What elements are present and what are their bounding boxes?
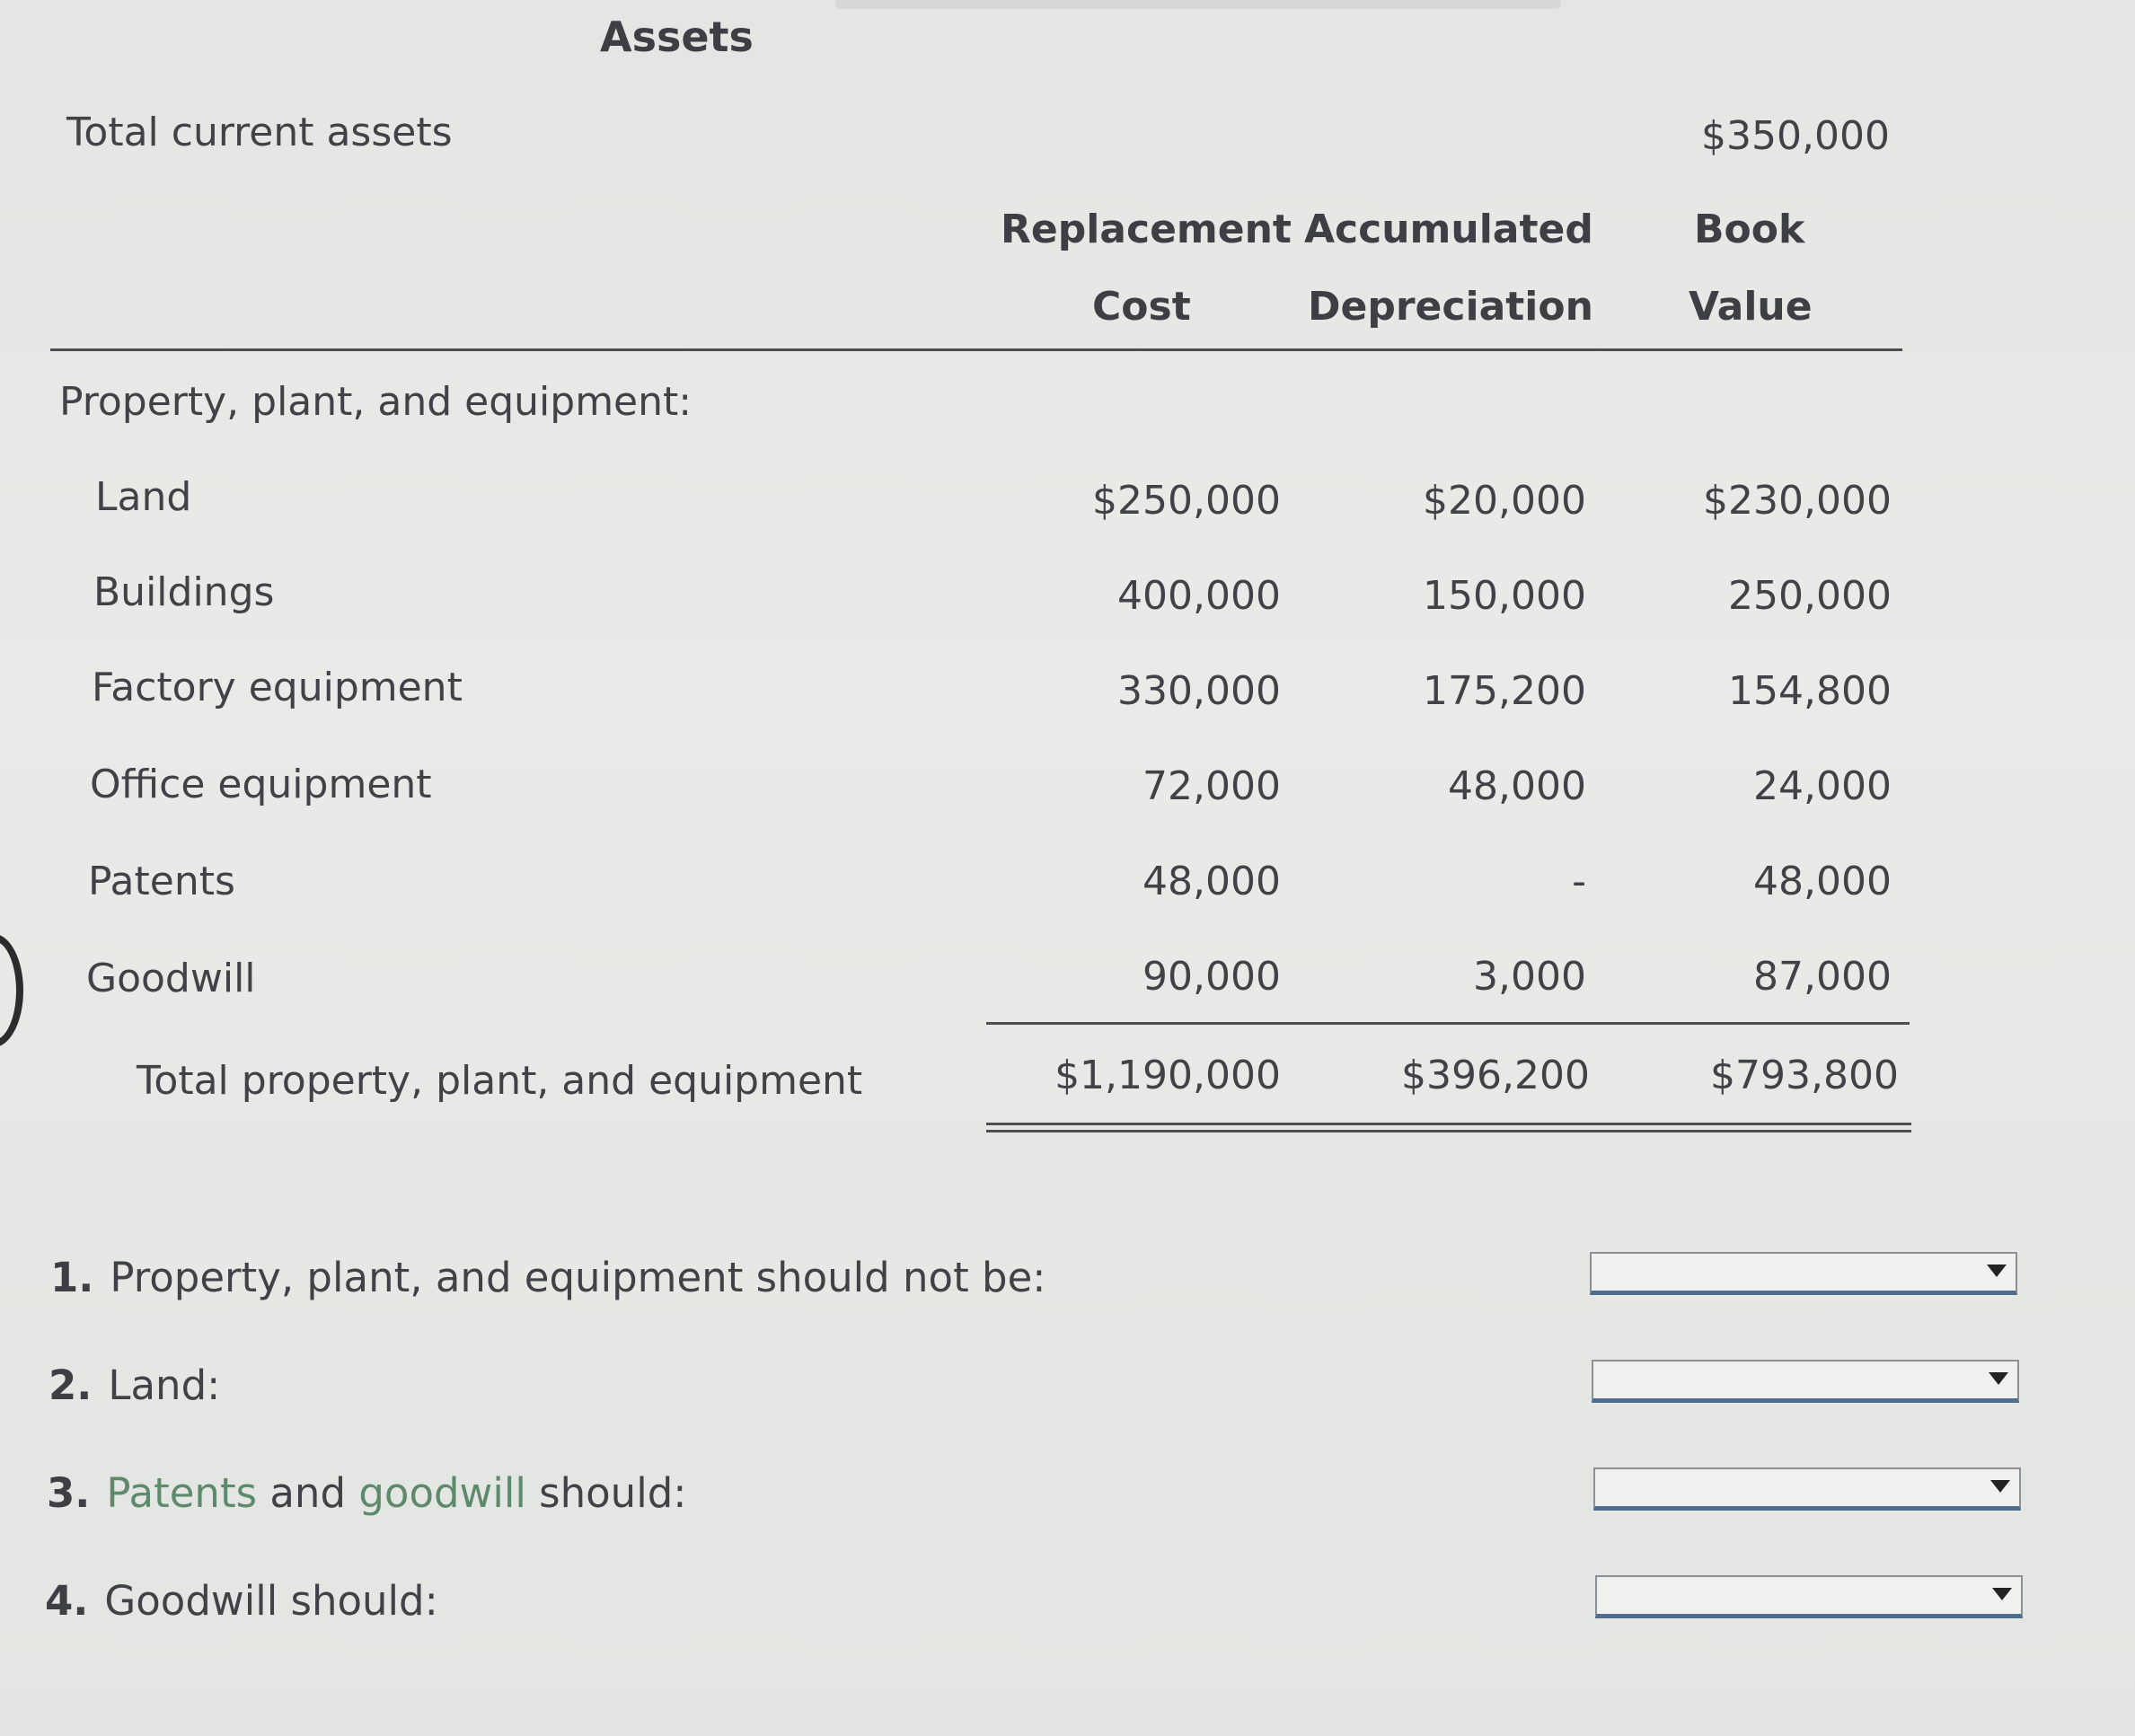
col-header-depreciation-line1: Accumulated bbox=[1304, 207, 1593, 252]
row-office-equipment-cost: 72,000 bbox=[1142, 763, 1281, 809]
question-1 bbox=[50, 1254, 1045, 1301]
question-3-number: 3. bbox=[47, 1469, 91, 1517]
question-3 bbox=[47, 1469, 686, 1517]
total-ppe-label: Total property, plant, and equipment bbox=[137, 1058, 863, 1104]
row-patents-name: Patents bbox=[88, 859, 235, 904]
col-header-book-line2: Value bbox=[1689, 284, 1813, 330]
question-2-text: Land: bbox=[108, 1361, 221, 1409]
header-rule bbox=[50, 348, 1902, 351]
col-header-book-line1: Book bbox=[1694, 207, 1805, 252]
row-buildings-cost: 400,000 bbox=[1117, 573, 1281, 619]
question-4 bbox=[45, 1577, 438, 1625]
chevron-down-icon bbox=[1989, 1372, 2008, 1385]
question-1-dropdown[interactable] bbox=[1590, 1252, 2017, 1295]
row-buildings-name: Buildings bbox=[93, 569, 275, 615]
question-2 bbox=[49, 1361, 220, 1409]
row-goodwill-name: Goodwill bbox=[86, 956, 256, 1001]
assets-title: Assets bbox=[600, 13, 754, 61]
total-double-rule-top bbox=[986, 1123, 1911, 1125]
question-1-text: Property, plant, and equipment should not be: bbox=[110, 1254, 1046, 1301]
row-office-equipment-depreciation: 48,000 bbox=[1448, 763, 1586, 809]
question-3-text-patents: Patents bbox=[106, 1469, 258, 1517]
question-2-number: 2. bbox=[49, 1361, 93, 1409]
total-ppe-depreciation: $396,200 bbox=[1401, 1053, 1590, 1098]
row-goodwill-book: 87,000 bbox=[1753, 954, 1892, 1000]
total-current-assets-label: Total current assets bbox=[66, 110, 453, 155]
row-goodwill-cost: 90,000 bbox=[1142, 954, 1281, 1000]
row-goodwill-depreciation: 3,000 bbox=[1473, 954, 1586, 1000]
question-4-dropdown[interactable] bbox=[1595, 1575, 2023, 1618]
total-ppe-book: $793,800 bbox=[1710, 1053, 1899, 1098]
chevron-down-icon bbox=[1990, 1480, 2010, 1493]
row-office-equipment-name: Office equipment bbox=[90, 762, 432, 807]
subtotal-rule bbox=[986, 1022, 1910, 1025]
edge-cursor-mark bbox=[0, 934, 23, 1047]
row-patents-depreciation: - bbox=[1572, 859, 1586, 904]
row-land-cost: $250,000 bbox=[1092, 478, 1281, 524]
total-double-rule-bottom bbox=[986, 1130, 1911, 1132]
question-3-text-goodwill: goodwill bbox=[358, 1469, 526, 1517]
chevron-down-icon bbox=[1992, 1588, 2012, 1600]
question-3-text-and: and bbox=[269, 1469, 347, 1517]
row-office-equipment-book: 24,000 bbox=[1753, 763, 1892, 809]
top-bar bbox=[835, 0, 1561, 9]
row-patents-book: 48,000 bbox=[1753, 859, 1892, 904]
question-4-text: Goodwill should: bbox=[104, 1577, 438, 1625]
ppe-section-label: Property, plant, and equipment: bbox=[59, 379, 693, 425]
total-current-assets-value: $350,000 bbox=[1701, 113, 1890, 159]
col-header-cost-line2: Cost bbox=[1092, 284, 1191, 330]
question-4-number: 4. bbox=[45, 1577, 89, 1625]
row-factory-equipment-name: Factory equipment bbox=[92, 665, 463, 710]
total-ppe-cost: $1,190,000 bbox=[1054, 1053, 1281, 1098]
row-land-name: Land bbox=[95, 474, 192, 520]
row-land-book: $230,000 bbox=[1703, 478, 1892, 524]
row-buildings-depreciation: 150,000 bbox=[1423, 573, 1586, 619]
col-header-cost-line1: Replacement bbox=[1001, 207, 1292, 252]
question-3-text-should: should: bbox=[539, 1469, 687, 1517]
question-1-number: 1. bbox=[50, 1254, 94, 1301]
row-factory-equipment-book: 154,800 bbox=[1728, 668, 1892, 714]
col-header-depreciation-line2: Depreciation bbox=[1308, 284, 1593, 330]
row-buildings-book: 250,000 bbox=[1728, 573, 1892, 619]
question-2-dropdown[interactable] bbox=[1592, 1360, 2019, 1403]
question-3-dropdown[interactable] bbox=[1593, 1467, 2021, 1511]
row-factory-equipment-cost: 330,000 bbox=[1117, 668, 1281, 714]
chevron-down-icon bbox=[1987, 1265, 2007, 1277]
row-factory-equipment-depreciation: 175,200 bbox=[1423, 668, 1586, 714]
row-land-depreciation: $20,000 bbox=[1423, 478, 1586, 524]
row-patents-cost: 48,000 bbox=[1142, 859, 1281, 904]
